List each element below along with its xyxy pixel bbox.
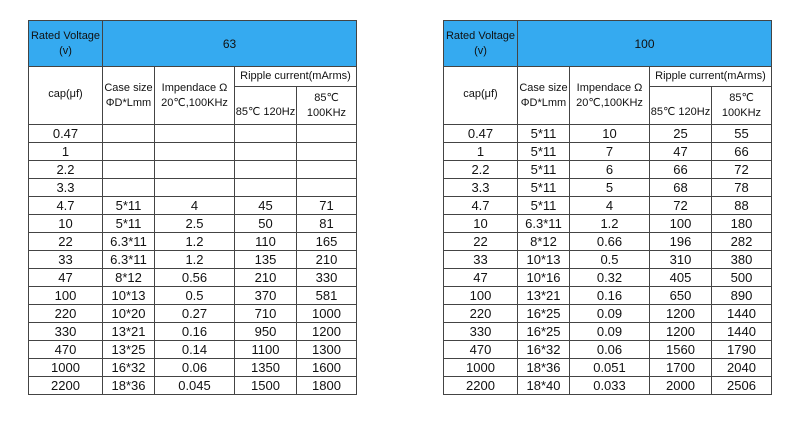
rated-voltage-label: Rated Voltage (v) [444,21,518,67]
table-row [444,287,772,305]
table-row [444,305,772,323]
case-size-cell: 5*11 [518,179,570,197]
cap-cell: 470 [29,341,103,359]
ripple-100khz-cell: 1790 [712,341,772,359]
cap-cell: 4.7 [444,197,518,215]
cap-cell: 33 [29,251,103,269]
impedance-cell [155,125,235,143]
ripple-100khz-cell [297,161,357,179]
ripple-120hz-cell: 25 [650,125,712,143]
ripple-120hz-cell: 210 [235,269,297,287]
impedance-cell: 0.09 [570,305,650,323]
impedance-header: Impendace Ω 20℃,100KHz [155,67,235,125]
case-size-cell [103,179,155,197]
impedance-cell: 10 [570,125,650,143]
impedance-cell: 4 [570,197,650,215]
ripple-100khz-cell: 1300 [297,341,357,359]
cap-cell: 1 [29,143,103,161]
impedance-cell: 6 [570,161,650,179]
impedance-cell: 1.2 [155,233,235,251]
ripple-100khz-cell: 1800 [297,377,357,395]
ripple-120hz-cell: 1500 [235,377,297,395]
case-size-cell: 10*13 [518,251,570,269]
ripple-120hz-cell: 135 [235,251,297,269]
case-size-cell: 16*32 [103,359,155,377]
ripple-120hz-cell [235,143,297,161]
cap-cell: 1 [444,143,518,161]
impedance-cell [155,179,235,197]
cap-cell: 470 [444,341,518,359]
case-size-header: Case size ΦD*Lmm [518,67,570,125]
case-size-cell: 5*11 [518,125,570,143]
table-row [444,377,772,395]
case-size-cell: 16*25 [518,323,570,341]
case-size-cell: 18*40 [518,377,570,395]
case-size-cell: 8*12 [103,269,155,287]
ripple-120hz-cell: 1350 [235,359,297,377]
table-row [444,179,772,197]
ripple-100khz-cell: 1440 [712,323,772,341]
impedance-cell: 0.16 [570,287,650,305]
cap-cell: 100 [444,287,518,305]
ripple-120hz-cell: 110 [235,233,297,251]
rated-voltage-label: Rated Voltage (v) [29,21,103,67]
case-size-cell: 13*21 [518,287,570,305]
ripple-120hz-cell: 1700 [650,359,712,377]
table-row [444,323,772,341]
ripple-120hz-cell: 66 [650,161,712,179]
case-size-cell: 16*25 [518,305,570,323]
ripple-100khz-cell: 180 [712,215,772,233]
ripple-header: Ripple current(mArms) [235,67,357,87]
table-row [29,197,357,215]
cap-cell: 1000 [444,359,518,377]
ripple-120hz-cell: 196 [650,233,712,251]
ripple-100khz-cell: 88 [712,197,772,215]
case-size-cell: 13*25 [103,341,155,359]
spec-table-100v [443,20,772,395]
case-size-cell [103,161,155,179]
impedance-cell: 4 [155,197,235,215]
cap-cell: 10 [29,215,103,233]
cap-cell: 2200 [29,377,103,395]
table-row [444,143,772,161]
table-row [444,251,772,269]
table-row [444,161,772,179]
ripple-120hz-cell: 950 [235,323,297,341]
cap-cell: 22 [29,233,103,251]
table-row [29,287,357,305]
case-size-cell [103,143,155,161]
case-size-cell: 5*11 [518,143,570,161]
case-size-cell [103,125,155,143]
impedance-cell: 0.033 [570,377,650,395]
ripple-120hz-cell [235,161,297,179]
case-size-cell: 16*32 [518,341,570,359]
cap-cell: 47 [29,269,103,287]
ripple-100khz-cell: 1000 [297,305,357,323]
ripple-100khz-cell: 55 [712,125,772,143]
table-row [29,161,357,179]
ripple-100khz-cell: 500 [712,269,772,287]
table-row [29,143,357,161]
cap-cell: 3.3 [29,179,103,197]
ripple-100khz-cell: 66 [712,143,772,161]
table-row [444,341,772,359]
ripple-120hz-cell: 405 [650,269,712,287]
ripple-100khz-cell: 165 [297,233,357,251]
cap-header: cap(μf) [444,67,518,125]
ripple-100khz-header: 85℃ 100KHz [712,87,772,125]
ripple-120hz-cell: 72 [650,197,712,215]
ripple-120hz-header: 85℃ 120Hz [235,87,297,125]
ripple-120hz-cell: 45 [235,197,297,215]
impedance-cell: 7 [570,143,650,161]
case-size-cell: 13*21 [103,323,155,341]
case-size-cell: 5*11 [103,197,155,215]
cap-cell: 1000 [29,359,103,377]
ripple-120hz-cell: 50 [235,215,297,233]
ripple-100khz-cell [297,143,357,161]
cap-cell: 0.47 [29,125,103,143]
impedance-cell: 0.56 [155,269,235,287]
case-size-cell: 6.3*11 [518,215,570,233]
ripple-120hz-cell [235,125,297,143]
spec-table-63v [28,20,357,395]
impedance-cell [155,161,235,179]
cap-cell: 2200 [444,377,518,395]
ripple-100khz-cell: 1600 [297,359,357,377]
case-size-cell: 6.3*11 [103,251,155,269]
table-row [444,269,772,287]
table-row [29,233,357,251]
impedance-cell: 0.32 [570,269,650,287]
cap-cell: 220 [29,305,103,323]
ripple-100khz-cell: 1200 [297,323,357,341]
impedance-cell: 5 [570,179,650,197]
impedance-cell: 0.5 [155,287,235,305]
impedance-cell: 0.14 [155,341,235,359]
ripple-100khz-cell: 78 [712,179,772,197]
table-row [29,125,357,143]
table-row [444,233,772,251]
ripple-120hz-cell: 310 [650,251,712,269]
ripple-100khz-cell: 81 [297,215,357,233]
ripple-100khz-cell: 72 [712,161,772,179]
ripple-120hz-cell: 2000 [650,377,712,395]
case-size-cell: 18*36 [103,377,155,395]
ripple-100khz-cell: 380 [712,251,772,269]
table-body [29,125,357,395]
ripple-100khz-cell: 330 [297,269,357,287]
impedance-cell: 0.06 [155,359,235,377]
ripple-100khz-header: 85℃ 100KHz [297,87,357,125]
table-row [29,323,357,341]
ripple-100khz-cell [297,179,357,197]
impedance-cell [155,143,235,161]
table-row [29,179,357,197]
ripple-100khz-cell: 210 [297,251,357,269]
ripple-120hz-cell: 1560 [650,341,712,359]
case-size-cell: 8*12 [518,233,570,251]
table-row [29,305,357,323]
cap-cell: 0.47 [444,125,518,143]
ripple-100khz-cell: 1440 [712,305,772,323]
cap-cell: 330 [29,323,103,341]
case-size-cell: 5*11 [518,197,570,215]
ripple-120hz-cell: 1200 [650,305,712,323]
ripple-120hz-cell: 370 [235,287,297,305]
impedance-cell: 0.045 [155,377,235,395]
table-row [29,215,357,233]
ripple-100khz-cell: 71 [297,197,357,215]
cap-cell: 33 [444,251,518,269]
cap-cell: 22 [444,233,518,251]
case-size-header: Case size ΦD*Lmm [103,67,155,125]
case-size-cell: 10*13 [103,287,155,305]
cap-header: cap(μf) [29,67,103,125]
table-row [444,125,772,143]
impedance-cell: 0.051 [570,359,650,377]
table-body [444,125,772,395]
table-row [444,215,772,233]
ripple-header: Ripple current(mArms) [650,67,772,87]
ripple-100khz-cell [297,125,357,143]
table-row [29,377,357,395]
ripple-120hz-cell: 1100 [235,341,297,359]
ripple-120hz-cell: 1200 [650,323,712,341]
voltage-value: 100 [518,21,772,67]
impedance-cell: 0.27 [155,305,235,323]
impedance-cell: 0.66 [570,233,650,251]
cap-cell: 2.2 [29,161,103,179]
cap-cell: 100 [29,287,103,305]
ripple-120hz-cell: 68 [650,179,712,197]
case-size-cell: 5*11 [518,161,570,179]
cap-cell: 220 [444,305,518,323]
case-size-cell: 5*11 [103,215,155,233]
cap-cell: 10 [444,215,518,233]
impedance-cell: 1.2 [155,251,235,269]
case-size-cell: 6.3*11 [103,233,155,251]
ripple-120hz-cell: 100 [650,215,712,233]
ripple-120hz-header: 85℃ 120Hz [650,87,712,125]
impedance-cell: 0.06 [570,341,650,359]
ripple-100khz-cell: 581 [297,287,357,305]
impedance-cell: 0.5 [570,251,650,269]
ripple-120hz-cell: 710 [235,305,297,323]
ripple-100khz-cell: 2506 [712,377,772,395]
impedance-header: Impendace Ω 20℃,100KHz [570,67,650,125]
ripple-100khz-cell: 2040 [712,359,772,377]
ripple-120hz-cell [235,179,297,197]
table-row [444,359,772,377]
table-row [29,359,357,377]
cap-cell: 3.3 [444,179,518,197]
ripple-100khz-cell: 890 [712,287,772,305]
case-size-cell: 18*36 [518,359,570,377]
case-size-cell: 10*20 [103,305,155,323]
impedance-cell: 0.16 [155,323,235,341]
cap-cell: 4.7 [29,197,103,215]
ripple-100khz-cell: 282 [712,233,772,251]
cap-cell: 2.2 [444,161,518,179]
table-row [29,269,357,287]
case-size-cell: 10*16 [518,269,570,287]
table-row [29,251,357,269]
cap-cell: 47 [444,269,518,287]
ripple-120hz-cell: 650 [650,287,712,305]
table-row [444,197,772,215]
cap-cell: 330 [444,323,518,341]
table-row [29,341,357,359]
impedance-cell: 2.5 [155,215,235,233]
impedance-cell: 1.2 [570,215,650,233]
ripple-120hz-cell: 47 [650,143,712,161]
impedance-cell: 0.09 [570,323,650,341]
voltage-value: 63 [103,21,357,67]
